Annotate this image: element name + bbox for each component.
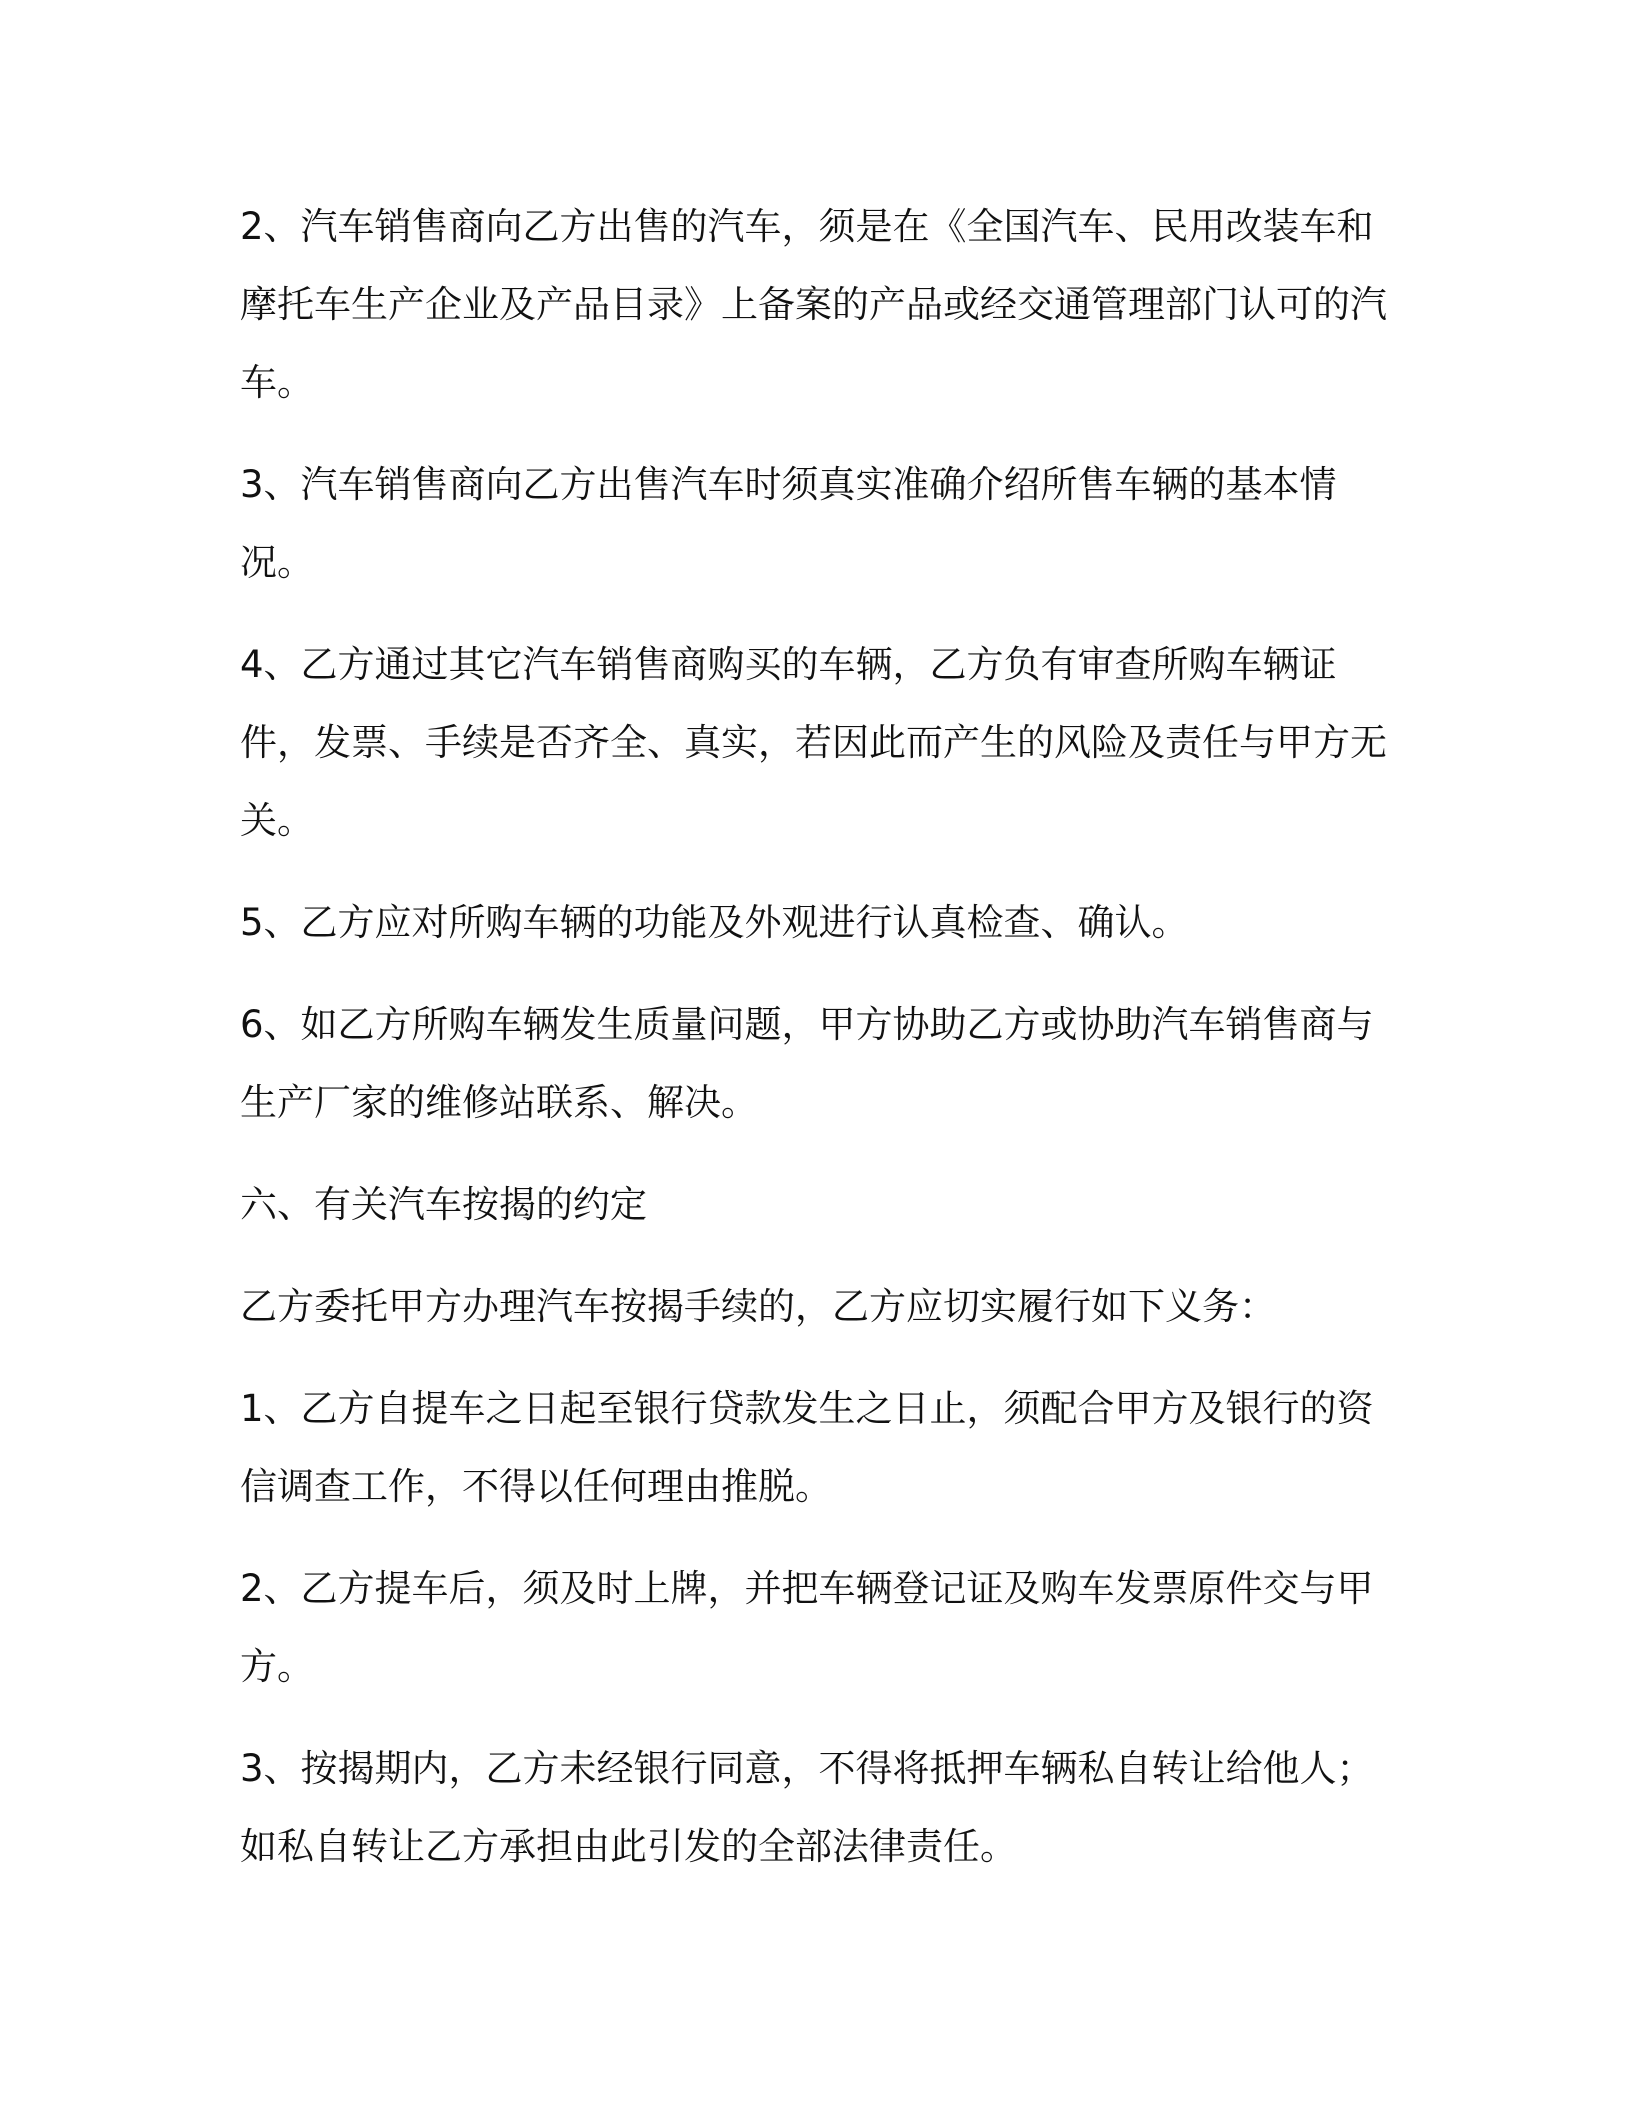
- paragraph-clause-5: 5、乙方应对所购车辆的功能及外观进行认真检查、确认。: [240, 901, 1189, 944]
- paragraph-mortgage-2: 2、乙方提车后，须及时上牌，并把车辆登记证及购车发票原件交与甲方。: [240, 1567, 1374, 1688]
- paragraph-mortgage-intro: 乙方委托甲方办理汽车按揭手续的，乙方应切实履行如下义务：: [240, 1285, 1276, 1328]
- paragraph-clause-4: 4、乙方通过其它汽车销售商购买的车辆，乙方负有审查所购车辆证件，发票、手续是否齐全、真实，若因此而产生的风险及责任与甲方无关。: [240, 643, 1387, 842]
- paragraph-mortgage-1: 1、乙方自提车之日起至银行贷款发生之日止，须配合甲方及银行的资信调查工作，不得以任何理由推脱。: [240, 1387, 1374, 1508]
- section-heading-mortgage: 六、有关汽车按揭的约定: [240, 1183, 647, 1226]
- document-page: [240, 188, 1400, 1910]
- paragraph-mortgage-3: 3、按揭期内，乙方未经银行同意，不得将抵押车辆私自转让给他人；如私自转让乙方承担由此引发的全部法律责任。: [240, 1747, 1374, 1868]
- paragraph-clause-2: 2、汽车销售商向乙方出售的汽车，须是在《全国汽车、民用改装车和摩托车生产企业及产品目录》上备案的产品或经交通管理部门认可的汽车。: [240, 205, 1387, 404]
- paragraph-clause-3: 3、汽车销售商向乙方出售汽车时须真实准确介绍所售车辆的基本情况。: [240, 463, 1337, 584]
- paragraph-clause-6: 6、如乙方所购车辆发生质量问题，甲方协助乙方或协助汽车销售商与生产厂家的维修站联系、解决。: [240, 1003, 1374, 1124]
